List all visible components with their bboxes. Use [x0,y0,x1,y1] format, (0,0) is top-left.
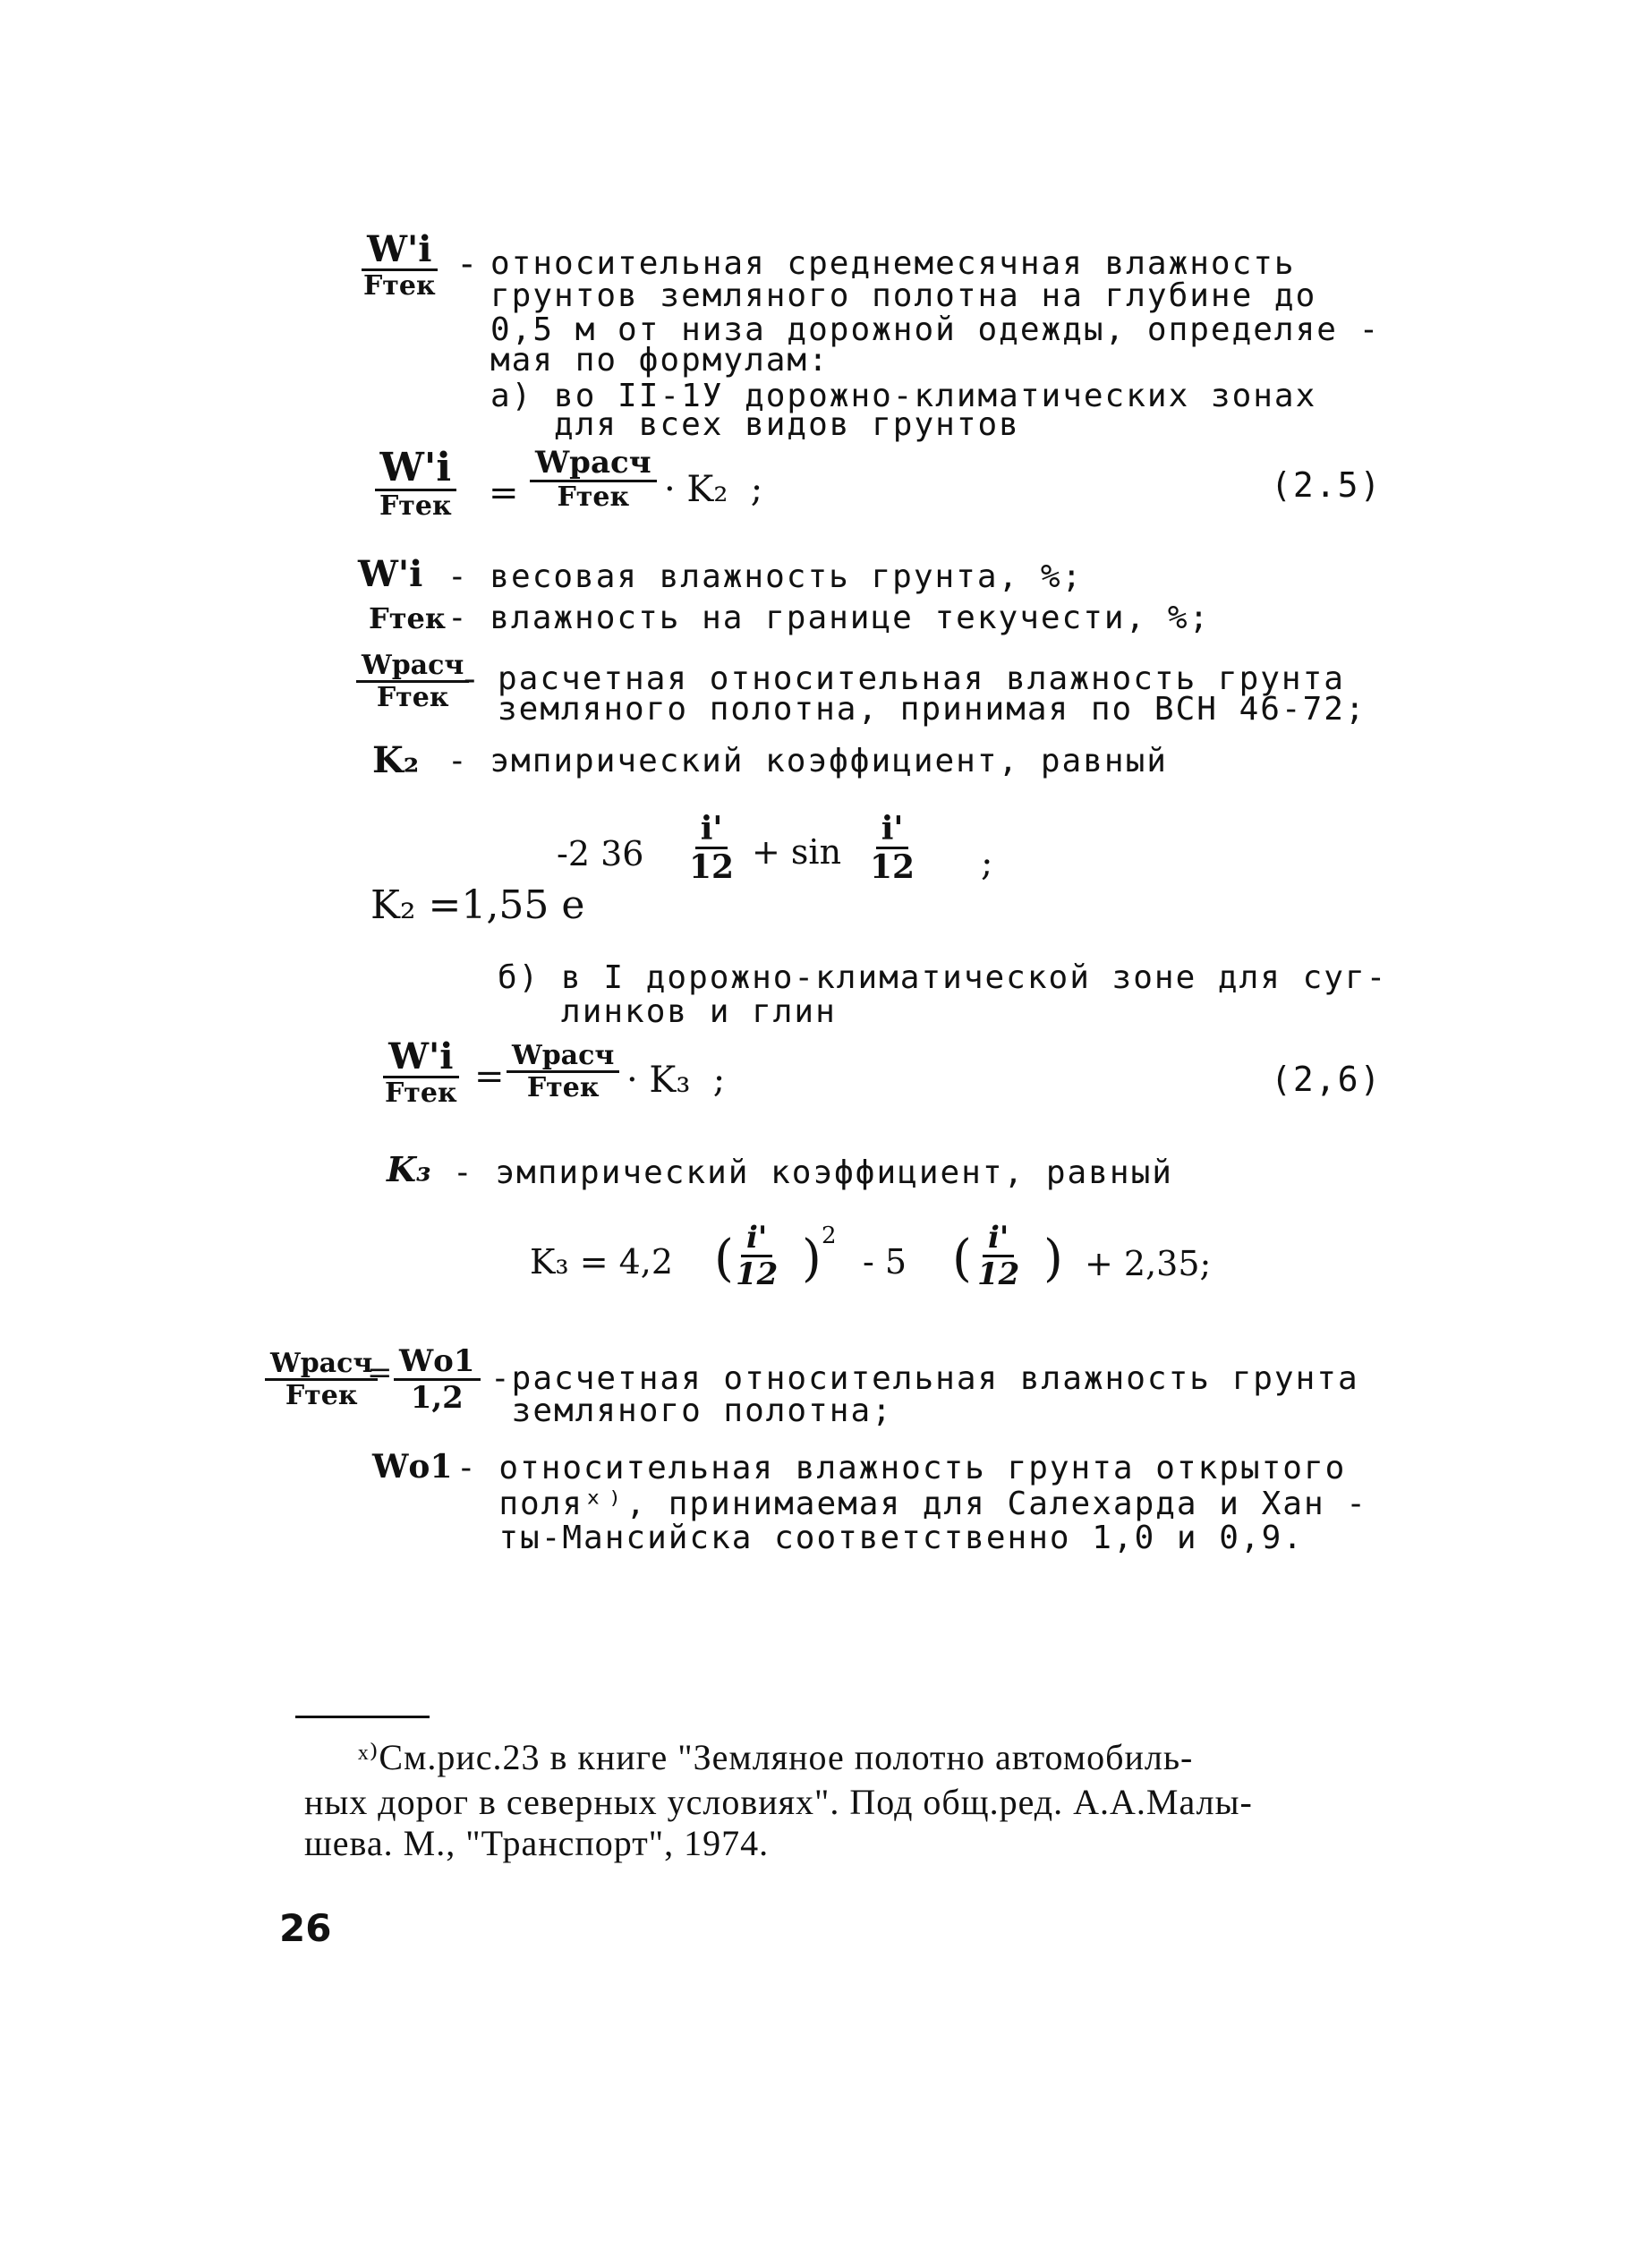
footnote-rule [295,1716,430,1718]
fraction-denominator: Fтек [363,270,436,302]
fraction-numerator: i' [983,1222,1014,1257]
case-a-line: а) во II-1У дорожно-климатических зонах [490,378,1317,414]
formula-tail: · K₂ ; [664,469,763,510]
wi-ft-fraction [358,228,441,302]
definition-line: земляного полотна; [490,1393,893,1429]
wi-label: W'i [358,553,423,595]
fraction-numerator: W'i [375,447,457,491]
k3-frac-2 [972,1222,1025,1292]
equals-sign: = [367,1355,393,1391]
fraction-numerator: i' [695,813,728,849]
k2-label: K₂ [372,739,420,781]
paren-close: ) [1043,1230,1063,1288]
ft-label: Fтек [369,601,447,635]
footnote-line: ˣ⁾См.рис.23 в книге "Земляное полотно автомобиль- [358,1737,1194,1777]
fraction-numerator: W'i [383,1038,458,1078]
definition-dash: - [461,243,473,285]
minus-five: - 5 [863,1242,907,1282]
definition-line: грунтов земляного полотна на глубине до [490,277,1317,314]
equation-number: (2,6) [1271,1060,1383,1099]
fraction-denominator: Fтек [379,490,452,523]
definition-line: ты-Мансийска соответственно 1,0 и 0,9. [456,1520,1304,1556]
k3-formula-lhs: K₃ = 4,2 [530,1242,674,1282]
fraction-numerator: Wрасч [507,1042,619,1073]
wpacch-eq-lhs [265,1350,378,1411]
k3-frac-1 [730,1222,783,1292]
k3-label: K₃ [387,1149,431,1189]
fraction-numerator: Wрасч [356,652,469,683]
definition-line: мая по формулам: [490,342,830,379]
fraction-numerator: W'i [362,231,437,271]
formula-2-6-lhs [379,1035,463,1110]
fraction-numerator: Wо1 [394,1346,481,1381]
formula-2-5-lhs [374,447,457,523]
fraction-denominator: Fтек [557,481,630,513]
footnote-line: ных дорог в северных условиях". Под общ.ред. А.А.Малы- [304,1782,1253,1822]
plus-constant: + 2,35; [1085,1244,1212,1283]
definition-line: 0,5 м от низа дорожной одежды, определяе - [490,311,1381,348]
fraction-numerator: i' [741,1222,772,1257]
fraction-denominator: Fтек [285,1379,358,1411]
equation-number: (2.5) [1271,465,1383,505]
footnote-line: шева. М., "Транспорт", 1974. [304,1823,770,1863]
k2-formula-lhs: K₂ =1,55 e [370,882,585,928]
equals-sign: = [474,1056,505,1097]
page-number: 26 [279,1906,332,1950]
definition-line: - весовая влажность грунта, %; [447,558,1084,595]
formula-2-5-rhs [530,447,657,513]
definition-line: -расчетная относительная влажность грунта [490,1360,1359,1397]
definition-line: - эмпирический коэффициент, равный [453,1154,1173,1191]
k2-exponent-frac-2 [864,810,920,886]
paren-open: ( [714,1230,734,1288]
power: 2 [822,1222,837,1249]
definition-line: - влажность на границе текучести, %; [447,600,1211,636]
definition-dash: - [464,659,476,700]
semicolon: ; [981,843,993,884]
wpacch-eq-rhs [394,1343,481,1416]
fraction-denominator: 1,2 [410,1379,464,1416]
case-b-line: б) в I дорожно-климатической зоне для суг- [498,959,1388,996]
fraction-numerator: Wрасч [530,447,657,482]
case-a-line: для всех видов грунтов [490,406,1020,443]
paren-open: ( [952,1230,972,1288]
fraction-denominator: 12 [870,847,915,886]
formula-2-6-rhs [507,1042,619,1103]
fraction-denominator: 12 [689,847,735,886]
fraction-numerator: Wрасч [265,1350,378,1381]
k2-exponent-frac-1 [684,810,739,886]
wpacch-ft-fraction [356,652,469,713]
k2-exponent-plus-sin: + sin [752,832,842,872]
definition-line: поляˣ⁾, принимаемая для Салехарда и Хан - [456,1486,1367,1522]
equals-sign: = [489,473,519,514]
definition-line: расчетная относительная влажность грунта [498,660,1345,697]
fraction-denominator: Fтек [385,1077,457,1109]
formula-tail: · K₃ ; [626,1060,726,1101]
definition-line: относительная среднемесячная влажность [490,245,1296,282]
fraction-denominator: 12 [977,1256,1020,1292]
wo1-label: Wо1 [372,1448,453,1486]
fraction-numerator: i' [876,813,909,849]
definition-line: - эмпирический коэффициент, равный [447,743,1168,779]
fraction-denominator: Fтек [526,1071,600,1103]
definition-line: - относительная влажность грунта открытого [456,1450,1347,1486]
paren-close: ) [802,1230,822,1288]
fraction-denominator: 12 [736,1256,779,1292]
definition-line: земляного полотна, принимая по ВСН 46-72; [498,691,1367,728]
case-b-line: линков и глин [498,993,837,1030]
k2-exponent-coef: -2 36 [557,834,644,873]
fraction-denominator: Fтек [376,681,449,713]
